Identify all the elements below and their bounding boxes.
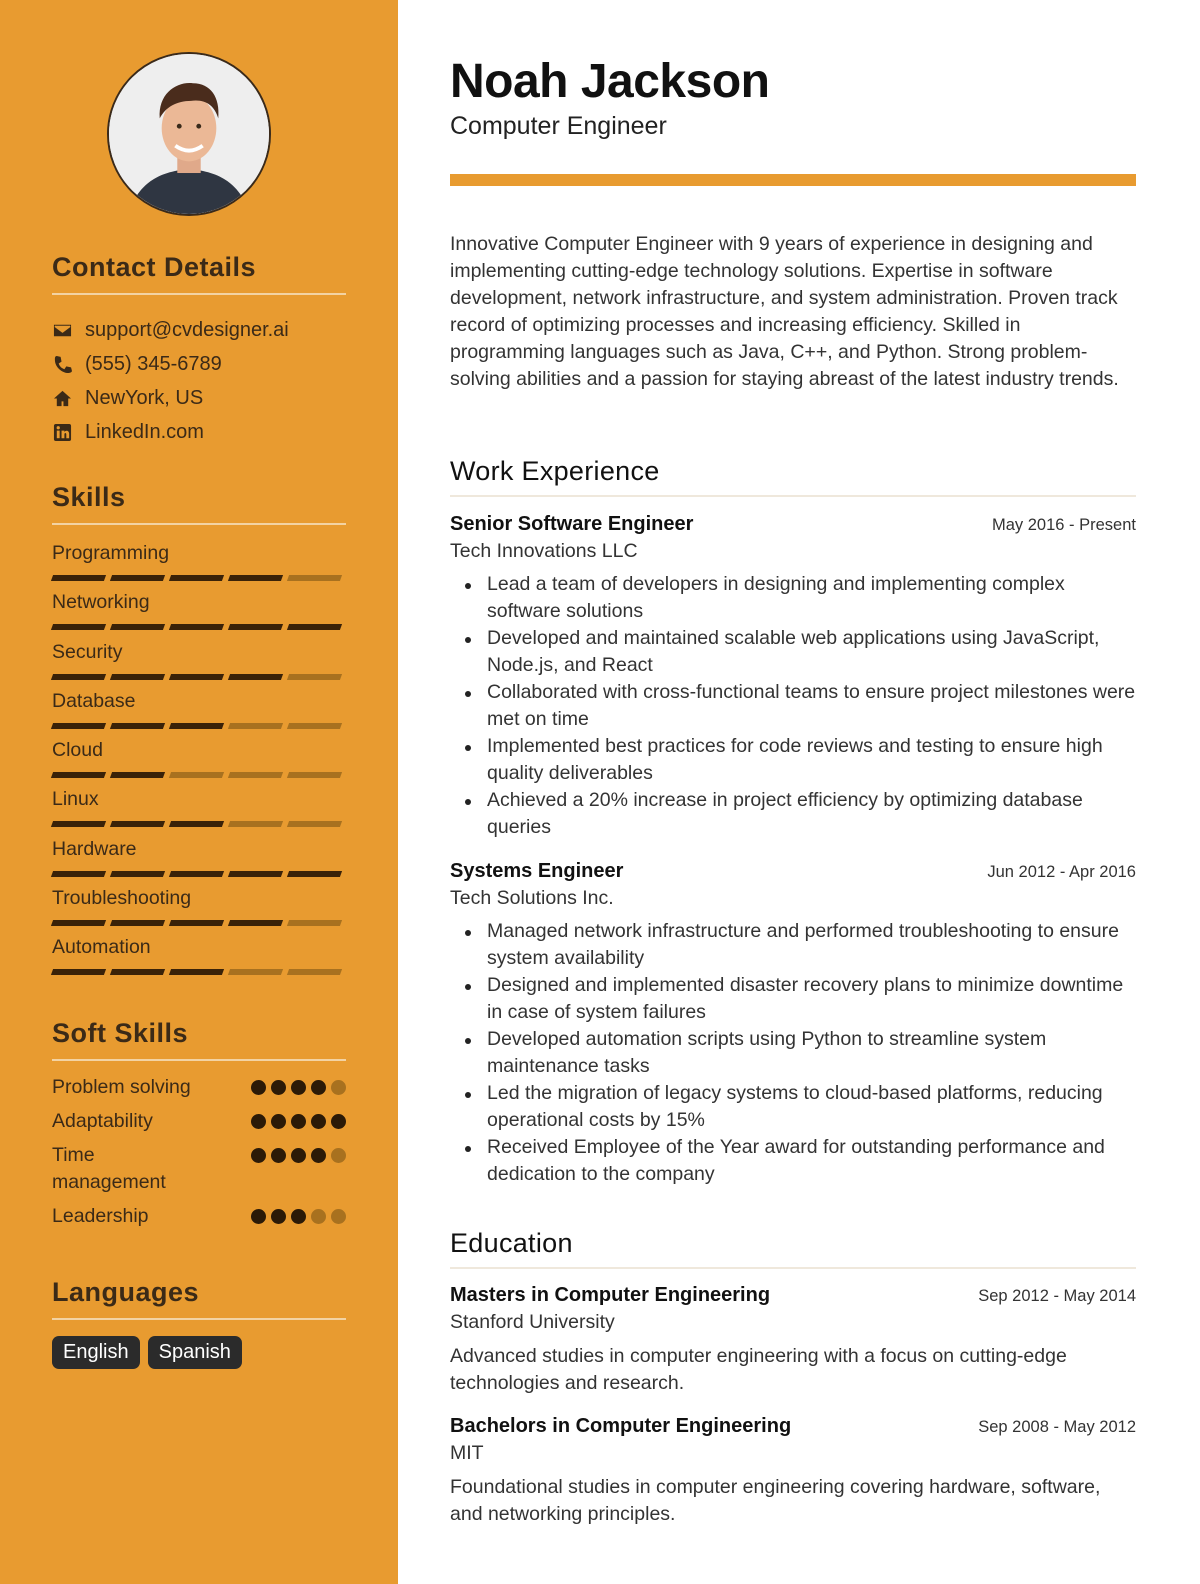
education-date: Sep 2012 - May 2014 [978,1287,1136,1305]
skill-level-segment [110,821,165,827]
education-description: Advanced studies in computer engineering with a focus on cutting-edge technologies and research. [450,1345,1067,1394]
skill-level-segment [228,723,283,729]
skill-level-segment [110,871,165,877]
skill-level-segment [169,772,224,778]
skills-divider [52,523,346,525]
soft-skill-name: Leadership [52,1205,149,1227]
rating-dot [291,1080,306,1095]
education-description: Foundational studies in computer engineering covering hardware, software, and networking principles. [450,1476,1101,1525]
rating-dot [271,1148,286,1163]
skill-item [52,934,346,983]
rating-dot [251,1080,266,1095]
skill-level-segment [287,575,342,581]
languages-section [52,1277,346,1369]
skill-level-segment [51,871,106,877]
skill-level-segment [228,920,283,926]
job-bullet: Received Employee of the Year award for outstanding performance and dedication to the company [450,1134,1136,1188]
rating-dot [331,1114,346,1129]
skill-level-segment [228,871,283,877]
skills-section [52,482,346,984]
rating-dot [271,1209,286,1224]
skill-level-segment [51,969,106,975]
envelope-icon [52,320,72,340]
rating-dot [251,1148,266,1163]
job-company: Tech Innovations LLC [450,540,638,562]
contact-title: Contact Details [52,252,257,282]
skill-level-segment [51,674,106,680]
education-title: Education [450,1228,573,1258]
skill-name: Hardware [52,837,137,860]
rating-dot [311,1148,326,1163]
skill-level-segment [51,624,106,630]
work-experience-title: Work Experience [450,456,660,486]
skill-level-segment [110,723,165,729]
skill-item [52,836,346,885]
skill-level-segment [110,772,165,778]
skill-level-segment [51,772,106,778]
contact-email-text: support@cvdesigner.ai [85,318,289,341]
skill-level-segment [110,920,165,926]
soft-skill-name: Adaptability [52,1110,153,1132]
job-title: Senior Software Engineer [450,513,694,535]
soft-skills-divider [52,1059,346,1061]
job-date: Jun 2012 - Apr 2016 [987,863,1136,881]
degree-title: Bachelors in Computer Engineering [450,1415,792,1437]
skill-level-segment [110,624,165,630]
job-bullets [450,571,1136,841]
skill-level-segment [169,821,224,827]
education-divider [450,1267,1136,1269]
linkedin-icon [52,422,72,442]
school-name: Stanford University [450,1311,615,1333]
skill-level-segment [110,969,165,975]
rating-dot [291,1209,306,1224]
skill-name: Database [52,689,136,712]
language-badge: Spanish [148,1336,242,1369]
rating-dot [271,1114,286,1129]
skill-level-segment [51,821,106,827]
school-name: MIT [450,1442,484,1464]
soft-skill-rating [251,1209,346,1224]
skill-name: Automation [52,936,151,959]
skill-level-bar [52,969,346,975]
skill-level-segment [169,723,224,729]
job-bullet: Designed and implemented disaster recovery plans to minimize downtime in case of system failures [450,972,1136,1026]
skill-level-bar [52,920,346,926]
contact-email[interactable] [52,313,346,347]
skill-name: Networking [52,591,150,614]
skill-level-segment [287,920,342,926]
soft-skills-section [52,1018,346,1237]
skill-level-segment [51,723,106,729]
soft-skill-item [52,1108,346,1135]
languages-title: Languages [52,1277,200,1307]
summary-text: Innovative Computer Engineer with 9 years of experience in designing and implementing cutting-edge technology solutions. Expertise in software development, network infrastructure, and system administration. Proven track record of optimizing processes and increasing efficiency. Skilled in programming languages such as Java, C++, and Python. Strong problem-solving abilities and a passion for staying abreast of the latest industry trends. [450,233,1119,390]
contact-section [52,252,346,449]
candidate-name: Noah Jackson [450,55,770,108]
contact-linkedin-text: LinkedIn.com [85,420,204,443]
soft-skill-rating [251,1114,346,1129]
skill-level-segment [287,821,342,827]
job-bullet: Lead a team of developers in designing and implementing complex software solutions [450,571,1136,625]
job-bullet: Achieved a 20% increase in project efficiency by optimizing database queries [450,787,1136,841]
candidate-role: Computer Engineer [450,112,667,140]
work-experience-divider [450,495,1136,497]
avatar [107,52,271,216]
skill-level-segment [287,624,342,630]
sidebar [0,0,398,1584]
skill-item [52,589,346,638]
skill-level-segment [169,871,224,877]
rating-dot [291,1114,306,1129]
skill-level-bar [52,821,346,827]
skill-level-segment [169,575,224,581]
languages-divider [52,1318,346,1320]
education-date: Sep 2008 - May 2012 [978,1418,1136,1436]
rating-dot [331,1080,346,1095]
skill-level-segment [228,674,283,680]
soft-skills-title: Soft Skills [52,1018,189,1048]
phone-icon [52,354,72,374]
job-title: Systems Engineer [450,860,624,882]
skill-level-segment [228,624,283,630]
rating-dot [311,1080,326,1095]
skill-level-segment [51,920,106,926]
skill-item [52,786,346,835]
contact-linkedin[interactable] [52,415,346,449]
job-bullet: Developed automation scripts using Python to streamline system maintenance tasks [450,1026,1136,1080]
education-entry [450,1284,1136,1397]
home-icon [52,388,72,408]
job-bullet: Led the migration of legacy systems to cloud-based platforms, reducing operational costs by 15% [450,1080,1136,1134]
job-date: May 2016 - Present [992,516,1136,534]
contact-phone-text: (555) 345-6789 [85,352,222,375]
job-entry [450,860,1136,1188]
contact-location-text: NewYork, US [85,386,204,409]
skill-name: Linux [52,788,99,811]
skill-level-segment [228,772,283,778]
skill-level-segment [287,772,342,778]
skill-name: Troubleshooting [52,887,192,910]
skill-level-segment [287,969,342,975]
skill-level-bar [52,772,346,778]
skill-level-segment [169,674,224,680]
language-badge: English [52,1336,140,1369]
soft-skill-item [52,1142,346,1196]
skill-level-segment [287,674,342,680]
skill-level-bar [52,624,346,630]
rating-dot [331,1209,346,1224]
skill-name: Programming [52,542,170,564]
degree-title: Masters in Computer Engineering [450,1284,771,1306]
job-bullet: Implemented best practices for code reviews and testing to ensure high quality deliverables [450,733,1136,787]
accent-bar [450,174,1136,186]
skill-item [52,885,346,934]
contact-divider [52,293,346,295]
skill-level-segment [287,723,342,729]
rating-dot [331,1148,346,1163]
skill-level-segment [169,920,224,926]
rating-dot [311,1209,326,1224]
job-entry [450,513,1136,841]
skill-name: Security [52,640,123,663]
skill-level-segment [51,575,106,581]
skills-title: Skills [52,482,126,512]
job-bullets [450,918,1136,1188]
skill-level-segment [228,575,283,581]
job-bullet: Developed and maintained scalable web applications using JavaScript, Node.js, and React [450,625,1136,679]
skill-item [52,540,346,589]
soft-skill-name: Time management [52,1144,166,1193]
job-bullet: Collaborated with cross-functional teams to ensure project milestones were met on time [450,679,1136,733]
soft-skill-item [52,1203,346,1230]
job-company: Tech Solutions Inc. [450,887,614,909]
skill-level-bar [52,674,346,680]
skill-level-bar [52,723,346,729]
skill-level-segment [169,969,224,975]
skill-name: Cloud [52,739,103,762]
education-entry [450,1415,1136,1528]
job-bullet: Managed network infrastructure and performed troubleshooting to ensure system availability [450,918,1136,972]
skill-level-segment [110,674,165,680]
contact-location [52,381,346,415]
skill-level-segment [110,575,165,581]
rating-dot [251,1209,266,1224]
skill-item [52,639,346,688]
contact-phone[interactable] [52,347,346,381]
soft-skill-item [52,1074,346,1101]
soft-skill-rating [251,1080,346,1095]
skill-level-bar [52,871,346,877]
skill-level-segment [169,624,224,630]
skill-level-bar [52,575,346,581]
skill-item [52,737,346,786]
soft-skill-rating [251,1148,346,1163]
skill-item [52,688,346,737]
skill-level-segment [228,821,283,827]
skill-level-segment [287,871,342,877]
rating-dot [251,1114,266,1129]
rating-dot [271,1080,286,1095]
soft-skill-name: Problem solving [52,1076,191,1098]
skill-level-segment [228,969,283,975]
rating-dot [291,1148,306,1163]
rating-dot [311,1114,326,1129]
